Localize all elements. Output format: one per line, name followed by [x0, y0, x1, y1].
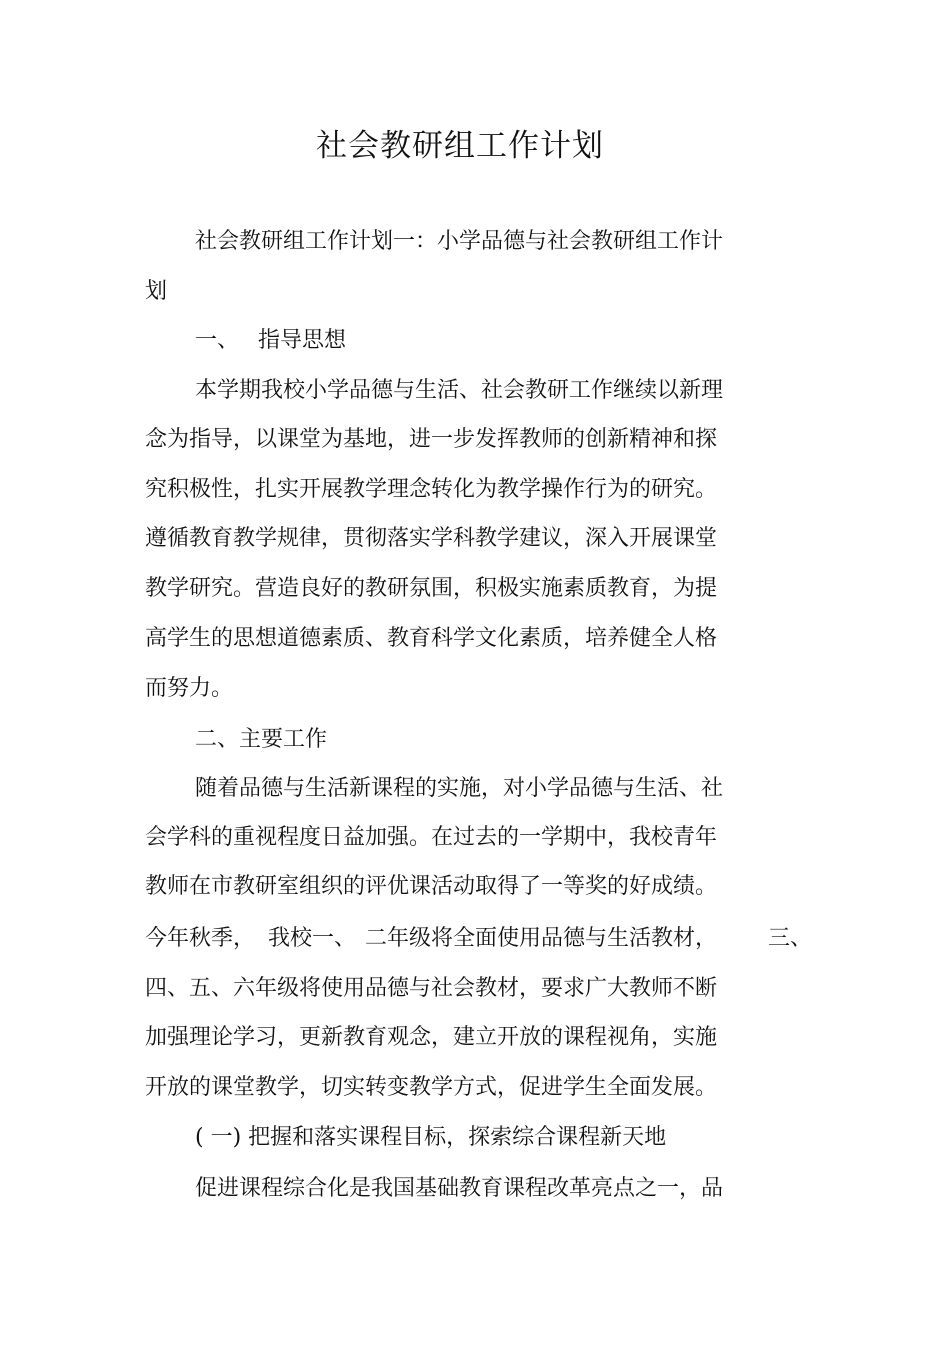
text-line: 遵循教育教学规律，贯彻落实学科教学建议，深入开展课堂: [145, 526, 718, 551]
text-fragment: 三、: [768, 926, 813, 951]
text-line: 而努力。: [145, 676, 234, 701]
text-line: 会学科的重视程度日益加强。在过去的一学期中，我校青年: [145, 825, 718, 850]
text-fragment: 今年秋季，: [145, 926, 256, 951]
section-number: 一、: [195, 328, 240, 353]
text-line: 究积极性，扎实开展教学理念转化为教学操作行为的研究。: [145, 477, 718, 502]
text-line: 念为指导，以课堂为基地，进一步发挥教师的创新精神和探: [145, 427, 718, 452]
text-line: 加强理论学习，更新教育观念，建立开放的课程视角，实施: [145, 1025, 718, 1050]
text-line: 社会教研组工作计划一：小学品德与社会教研组工作计: [195, 229, 724, 254]
section-heading: 二、主要工作: [195, 727, 328, 752]
text-line: 教学研究。营造良好的教研氛围，积极实施素质教育，为提: [145, 576, 718, 601]
text-line: 促进课程综合化是我国基础教育课程改革亮点之一，品: [195, 1176, 724, 1201]
text-line: 本学期我校小学品德与生活、社会教研工作继续以新理: [195, 378, 724, 403]
text-line: 随着品德与生活新课程的实施，对小学品德与生活、社: [195, 776, 724, 801]
text-line: 四、五、六年级将使用品德与社会教材，要求广大教师不断: [145, 976, 718, 1001]
text-line: 教师在市教研室组织的评优课活动取得了一等奖的好成绩。: [145, 874, 718, 899]
text-line: 划: [145, 279, 168, 304]
section-heading: 指导思想: [258, 328, 347, 353]
page-title: 社会教研组工作计划: [316, 128, 604, 164]
text-line: 开放的课堂教学，切实转变教学方式，促进学生全面发展。: [145, 1075, 718, 1100]
text-fragment: 我校一、: [268, 926, 357, 951]
text-fragment: 二年级将全面使用品德与生活教材，: [365, 926, 718, 951]
subsection-heading: ( 一) 把握和落实课程目标，探索综合课程新天地: [195, 1125, 667, 1150]
text-line: 高学生的思想道德素质、教育科学文化素质，培养健全人格: [145, 626, 718, 651]
